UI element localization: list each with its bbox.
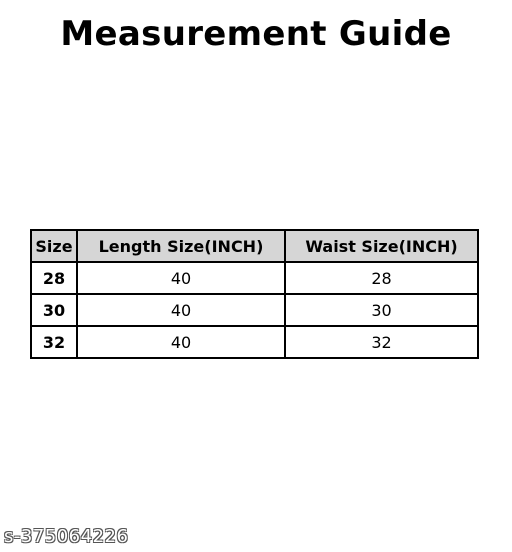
waist-cell: 30 [285, 294, 478, 326]
length-cell: 40 [77, 294, 285, 326]
header-length: Length Size(INCH) [77, 230, 285, 262]
table-row [31, 294, 478, 326]
header-waist: Waist Size(INCH) [285, 230, 478, 262]
page-title: Measurement Guide [60, 14, 452, 54]
header-size: Size [31, 230, 77, 262]
waist-cell: 32 [285, 326, 478, 358]
size-cell: 32 [31, 326, 77, 358]
waist-cell: 28 [285, 262, 478, 294]
size-cell: 30 [31, 294, 77, 326]
table-row [31, 262, 478, 294]
size-cell: 28 [31, 262, 77, 294]
watermark-id: s-375064226 [4, 526, 129, 547]
table-header-row [31, 230, 478, 262]
length-cell: 40 [77, 262, 285, 294]
table-row [31, 326, 478, 358]
measurement-table [30, 229, 479, 359]
length-cell: 40 [77, 326, 285, 358]
